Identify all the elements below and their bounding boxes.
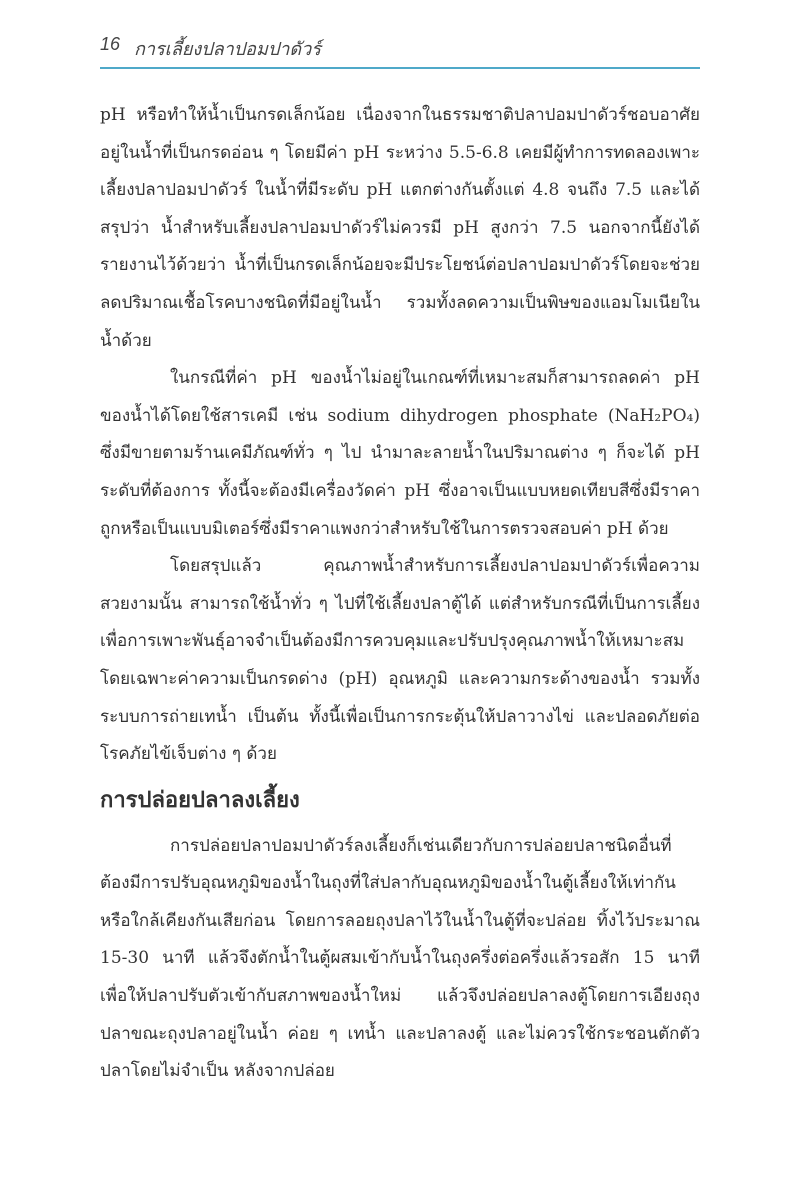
section-heading: การปล่อยปลาลงเลี้ยง xyxy=(100,787,300,813)
paragraph-summary: โดยสรุปแล้ว คุณภาพน้ำสำหรับการเลี้ยงปลาปอมปาดัวร์เพื่อความสวยงามนั้น สามารถใช้น้ำทั่ว ๆ ไปที่ใช้เลี้ยงปลาตู้ได้ แต่สำหรับกรณีที่เป็นการเลี้ยงเพื่อการเพาะพันธุ์อาจจำเป็นต้องมีการควบคุมและปรับปรุงคุณภาพน้ำให้เหมาะสมโดยเฉพาะค่าความเป็นกรดด่าง (pH) อุณหภูมิ และความกระด้างของน้ำ รวมทั้งระบบการถ่ายเทน้ำ เป็นต้น ทั้งนี้เพื่อเป็นการกระตุ้นให้ปลาวางไข่ และปลอดภัยต่อโรคภัยไข้เจ็บต่าง ๆ ด้วย xyxy=(100,556,700,765)
paragraph-releasing-fish: การปล่อยปลาปอมปาดัวร์ลงเลี้ยงก็เช่นเดียวกับการปล่อยปลาชนิดอื่นที่ต้องมีการปรับอุณหภูมิของน้ำในถุงที่ใส่ปลากับอุณหภูมิของน้ำในตู้เลี้ยงให้เท่ากันหรือใกล้เคียงกันเสียก่อน โดยการลอยถุงปลาไว้ในน้ำในตู้ที่จะปล่อย ทิ้งไว้ประมาณ 15-30 นาที แล้วจึงตักน้ำในตู้ผสมเข้ากับน้ำในถุงครึ่งต่อครึ่งแล้วรอสัก 15 นาที เพื่อให้ปลาปรับตัวเข้ากับสภาพของน้ำใหม่ แล้วจึงปล่อยปลาลงตู้โดยการเอียงถุงปลาขณะถุงปลาอยู่ในน้ำ ค่อย ๆ เทน้ำ และปลาลงตู้ และไม่ควรใช้กระชอนตักตัวปลาโดยไม่จำเป็น หลังจากปล่อย xyxy=(100,835,700,1082)
paragraph-lower-ph: ในกรณีที่ค่า pH ของน้ำไม่อยู่ในเกณฑ์ที่เหมาะสมก็สามารถลดค่า pH ของน้ำได้โดยใช้สารเคมี เช่น sodium dihydrogen phosphate (NaH₂PO₄) ซึ่งมีขายตามร้านเคมีภัณฑ์ทั่ว ๆ ไป นำมาละลายน้ำในปริมาณต่าง ๆ ก็จะได้ pH ระดับที่ต้องการ ทั้งนี้จะต้องมีเครื่องวัดค่า pH ซึ่งอาจเป็นแบบหยดเทียบสีซึ่งมีราคาถูกหรือเป็นแบบมิเตอร์ซึ่งมีราคาแพงกว่าสำหรับใช้ในการตรวจสอบค่า pH ด้วย xyxy=(100,368,700,539)
page-number: 16 xyxy=(100,34,121,54)
body-text xyxy=(100,97,700,1091)
paragraph-ph-acidity: pH หรือทำให้น้ำเป็นกรดเล็กน้อย เนื่องจากในธรรมชาติปลาปอมปาดัวร์ชอบอาศัยอยู่ในน้ำที่เป็นกรดอ่อน ๆ โดยมีค่า pH ระหว่าง 5.5-6.8 เคยมีผู้ทำการทดลองเพาะเลี้ยงปลาปอมปาดัวร์ ในน้ำที่มีระดับ pH แตกต่างกันตั้งแต่ 4.8 จนถึง 7.5 และได้สรุปว่า น้ำสำหรับเลี้ยงปลาปอมปาดัวร์ไม่ควรมี pH สูงกว่า 7.5 นอกจากนี้ยังได้รายงานไว้ด้วยว่า น้ำที่เป็นกรดเล็กน้อยจะมีประโยชน์ต่อปลาปอมปาดัวร์โดยจะช่วยลดปริมาณเชื้อโรคบางชนิดที่มีอยู่ในน้ำ รวมทั้งลดความเป็นพิษของแอมโมเนียในน้ำด้วย xyxy=(100,105,700,351)
page-header xyxy=(100,34,700,74)
header-rule xyxy=(100,67,700,69)
running-title: การเลี้ยงปลาปอมปาดัวร์ xyxy=(134,39,321,59)
